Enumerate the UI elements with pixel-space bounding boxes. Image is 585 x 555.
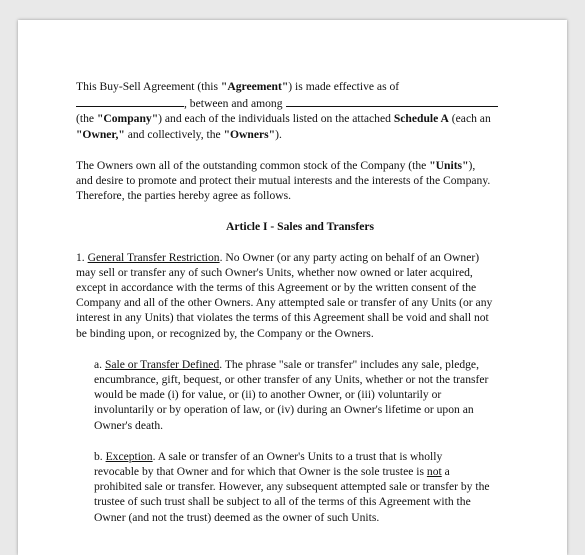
body-line: revocable by that Owner and for which that Owner is the sole trustee is: [94, 465, 427, 479]
body-line: except in accordance with the terms of this Agreement or by the written consent of the: [76, 281, 477, 295]
article-heading: Article I - Sales and Transfers: [225, 220, 375, 234]
agreement-term: "Agreement": [220, 80, 289, 93]
body-line: . A sale or transfer of an Owner's Units to a trust that is wholly: [152, 449, 443, 463]
body-line: would be made (i) for value, or (ii) to another Owner, or (iii) voluntarily or: [94, 388, 442, 402]
date-blank-line[interactable]: [76, 94, 184, 107]
body-line: trustee of such trust shall be subject to all of the terms of this Agreement with the: [94, 495, 471, 509]
units-term: "Units": [429, 158, 469, 172]
owner-term: "Owner,": [76, 127, 125, 141]
subsection-label: a.: [94, 357, 105, 371]
company-term: "Company": [96, 112, 159, 126]
subsection-title: Sale or Transfer Defined: [104, 357, 220, 371]
text: , between and among: [184, 97, 283, 111]
ownership-paragraph: [76, 158, 516, 204]
section-title: General Transfer Restriction: [87, 250, 220, 264]
body-line: a: [441, 465, 450, 479]
subsection-title: Exception: [105, 449, 153, 463]
schedule-a-term: Schedule A: [393, 112, 449, 126]
text: ) is made effective as of: [288, 80, 400, 93]
document-page: [18, 20, 567, 555]
section-number: 1.: [76, 250, 88, 264]
text: This Buy-Sell Agreement (this: [76, 80, 221, 93]
text: ),: [468, 158, 476, 172]
body-line: Company and all of the other Owners. Any attempted sale or transfer of any Units (or any: [76, 296, 493, 310]
not-emphasis: not: [426, 465, 442, 479]
body-line: interest in any Units) that violates the terms of this Agreement shall be void and shall not: [76, 311, 489, 325]
section-1: [76, 250, 516, 341]
subsection-b: [94, 449, 516, 525]
text: and collectively, the: [124, 127, 224, 141]
text: The Owners own all of the outstanding common stock of the Company (the: [76, 158, 430, 172]
body-line: . The phrase "sale or transfer" includes any sale, pledge,: [219, 357, 479, 371]
body-line: may sell or transfer any of such Owner's Units, whether now owned or later acquired,: [76, 265, 473, 279]
page-content: [76, 79, 516, 525]
body-line: be binding upon, or recognized by, the Company or the Owners.: [76, 326, 374, 340]
text: Therefore, the parties hereby agree as follows.: [76, 189, 292, 203]
subsection-a: [94, 357, 516, 433]
text: ).: [275, 127, 282, 141]
text: and desire to promote and protect their mutual interests and the interests of the Company.: [76, 174, 491, 188]
subsection-label: b.: [94, 449, 106, 463]
body-line: Owner (and not the trust) deemed as the owner of such Units.: [94, 510, 380, 524]
text: (each an: [448, 112, 491, 126]
text: ) and each of the individuals listed on the attached: [158, 112, 394, 126]
text: (the: [76, 112, 97, 126]
company-name-blank-line[interactable]: [286, 94, 498, 107]
body-line: prohibited sale or transfer. However, any subsequent attempted sale or transfer by the: [94, 480, 490, 494]
owners-term: "Owners": [223, 127, 276, 141]
body-line: involuntarily or by operation of law, or (iv) during an Owner's lifetime or upon an: [94, 403, 474, 417]
body-line: Owner's death.: [94, 418, 164, 432]
intro-paragraph: [76, 79, 516, 142]
body-line: encumbrance, gift, bequest, or other transfer of any Units, whether or not the transfer: [94, 373, 489, 387]
body-line: . No Owner (or any party acting on behalf of an Owner): [219, 250, 480, 264]
